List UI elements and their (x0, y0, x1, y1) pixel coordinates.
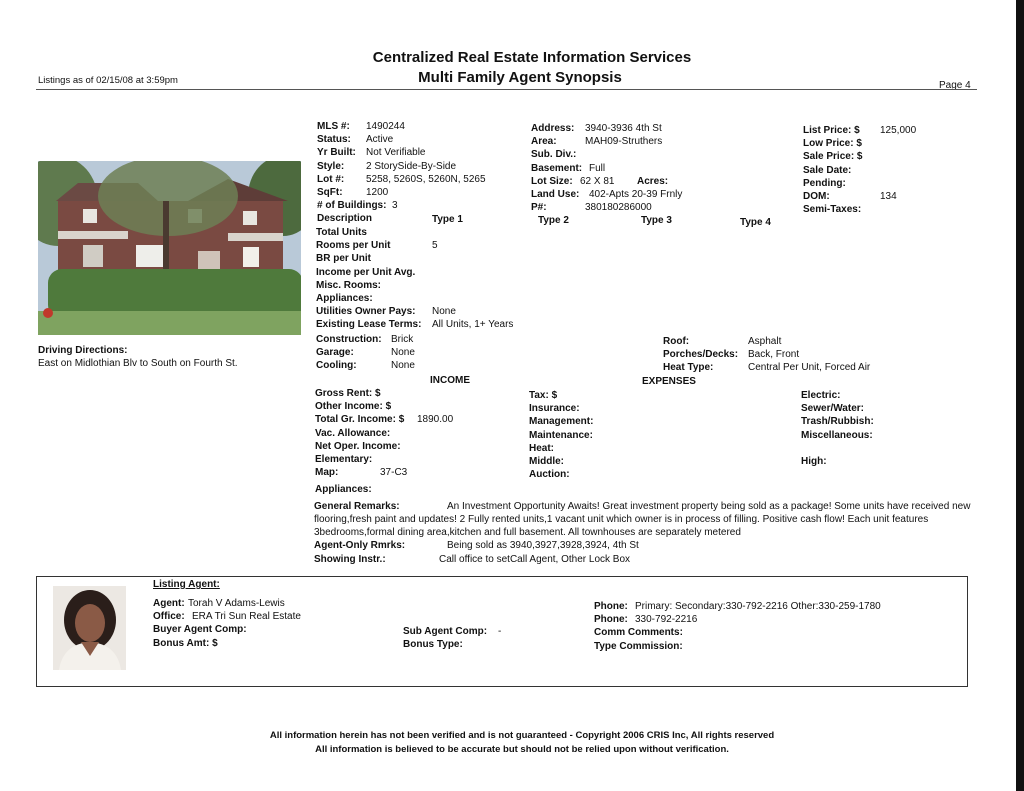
driving-directions-text: East on Midlothian Blv to South on Fourth St. (38, 358, 238, 369)
phone-2-label: Phone: (594, 614, 628, 626)
misc-rooms-label: Misc. Rooms: (316, 279, 382, 291)
disclaimer-line-2: All information is believed to be accurate but should not be relied upon without verification. (315, 744, 729, 755)
address-value: 3940-3936 4th St (585, 123, 662, 134)
heat-label: Heat: (529, 442, 555, 454)
utilities-owner-label: Utilities Owner Pays: (316, 306, 416, 318)
bonus-type-label: Bonus Type: (403, 639, 463, 651)
property-photo (38, 161, 301, 335)
total-gross-income-value: 1890.00 (417, 414, 454, 426)
buildings-value: 3 (392, 200, 398, 212)
agent-photo (53, 586, 126, 670)
income-per-unit-label: Income per Unit Avg. (316, 266, 416, 278)
electric-label: Electric: (801, 390, 841, 401)
sewer-water-label: Sewer/Water: (801, 403, 864, 415)
mls-label: MLS #: (317, 121, 350, 132)
area-label: Area: (531, 136, 557, 148)
office-label: Office: (153, 611, 185, 623)
semi-taxes-label: Semi-Taxes: (803, 204, 862, 216)
list-price-label: List Price: $ (803, 125, 860, 136)
rooms-per-unit-label: Rooms per Unit (316, 240, 391, 252)
description-label: Description (317, 213, 373, 224)
roof-value: Asphalt (748, 336, 782, 347)
construction-value: Brick (391, 334, 414, 345)
auction-label: Auction: (529, 469, 570, 481)
page-number: Page 4 (939, 80, 971, 91)
agent-only-label: Agent-Only Rmrks: (314, 540, 406, 551)
showing-instructions (314, 549, 630, 567)
garage-value: None (391, 347, 415, 359)
sale-price-label: Sale Price: $ (803, 151, 863, 163)
type-3-header: Type 3 (641, 215, 672, 226)
disclaimer-line-1: All information herein has not been verified and is not guaranteed - Copyright 2006 CRIS Inc, All rights reserved (269, 730, 775, 741)
porches-value: Back, Front (748, 349, 800, 361)
parcel-label: P#: (531, 202, 547, 214)
heat-type-label: Heat Type: (663, 362, 714, 374)
tax-label: Tax: $ (529, 390, 558, 401)
insurance-label: Insurance: (529, 403, 580, 415)
construction-label: Construction: (316, 334, 382, 345)
style-value: 2 StorySide-By-Side (366, 160, 457, 172)
other-income-label: Other Income: $ (315, 401, 392, 413)
buyer-agent-comp-label: Buyer Agent Comp: (153, 624, 247, 636)
status-value: Active (366, 134, 394, 146)
expenses-section (529, 389, 599, 481)
middle-school-label: Middle: (529, 455, 564, 467)
agent-label: Agent: (153, 598, 185, 609)
parcel-value: 380180286000 (585, 202, 652, 214)
dom-label: DOM: (803, 190, 830, 202)
garage-label: Garage: (316, 347, 354, 359)
sqft-label: SqFt: (317, 186, 343, 198)
total-gross-income-label: Total Gr. Income: $ (315, 414, 405, 426)
land-use-label: Land Use: (531, 188, 580, 200)
yr-built-label: Yr Built: (317, 147, 356, 159)
phone-1-label: Phone: (594, 601, 628, 612)
lot-number-label: Lot #: (317, 173, 345, 185)
report-subtitle: Multi Family Agent Synopsis (418, 69, 622, 86)
land-use-value: 402-Apts 20-39 Frnly (589, 188, 683, 200)
scan-edge (1016, 0, 1024, 791)
unit-details (316, 226, 513, 332)
lot-number-value: 5258, 5260S, 5260N, 5265 (366, 173, 486, 185)
miscellaneous-label: Miscellaneous: (801, 429, 873, 441)
address-label: Address: (531, 123, 575, 134)
income-heading: INCOME (430, 375, 470, 386)
net-oper-income-label: Net Oper. Income: (315, 440, 401, 452)
comm-comments-label: Comm Comments: (594, 627, 683, 639)
appliances-label: Appliances: (316, 292, 373, 304)
gross-rent-label: Gross Rent: $ (315, 388, 381, 399)
showing-instr-label: Showing Instr.: (314, 554, 386, 565)
porches-label: Porches/Decks: (663, 349, 739, 361)
area-value: MAH09-Struthers (585, 136, 663, 148)
sqft-value: 1200 (366, 186, 389, 198)
maintenance-label: Maintenance: (529, 429, 593, 441)
map-label: Map: (315, 467, 339, 479)
income-section (315, 387, 453, 479)
general-remarks (314, 500, 974, 540)
expenses-heading: EXPENSES (642, 376, 696, 387)
contact-details (594, 600, 881, 653)
listings-as-of: Listings as of 02/15/08 at 3:59pm (38, 75, 178, 86)
yr-built-value: Not Verifiable (366, 147, 426, 159)
listing-basics (317, 120, 486, 212)
listing-agent-heading: Listing Agent: (153, 579, 220, 590)
heat-type-value: Central Per Unit, Forced Air (748, 362, 871, 374)
high-school-label: High: (801, 455, 827, 467)
lot-size-value: 62 X 81 (580, 175, 615, 187)
bonus-amt-label: Bonus Amt: $ (153, 637, 218, 649)
mls-value: 1490244 (366, 121, 405, 132)
br-per-unit-label: BR per Unit (316, 253, 371, 265)
lot-size-label: Lot Size: (531, 175, 573, 187)
cooling-label: Cooling: (316, 360, 357, 372)
agent-details (153, 597, 301, 650)
management-label: Management: (529, 416, 594, 428)
agent-only-text: Being sold as 3940,3927,3928,3924, 4th St (447, 540, 639, 551)
construction-details (316, 333, 415, 373)
type-commission-label: Type Commission: (594, 640, 683, 652)
basement-label: Basement: (531, 162, 583, 174)
showing-instr-text: Call office to setCall Agent, Other Lock Box (439, 554, 631, 565)
acres-label: Acres: (637, 175, 669, 187)
property-location (531, 122, 682, 214)
phone-2-value: 330-792-2216 (635, 614, 698, 626)
general-remarks-text: An Investment Opportunity Awaits! Great investment property being sold as a package! Some units have received new flooring,fresh paint and updates! 2 Fully rented units,1 vacant unit which owner is in process of filling. Positive cash flow! Each unit features 3bedrooms,formal dining area,kitchen and full basement. All townhouses are separately metered (314, 501, 971, 539)
map-value: 37-C3 (380, 467, 408, 479)
report-title: Centralized Real Estate Information Services (372, 49, 692, 66)
status-label: Status: (317, 134, 351, 146)
list-price-value: 125,000 (880, 125, 917, 136)
lease-terms-label: Existing Lease Terms: (316, 319, 422, 331)
subdiv-label: Sub. Div.: (531, 149, 577, 161)
sale-date-label: Sale Date: (803, 164, 852, 176)
agent-name: Torah V Adams-Lewis (188, 598, 285, 609)
trash-label: Trash/Rubbish: (801, 416, 874, 428)
sub-agent-details (403, 625, 501, 651)
appliances-label-2: Appliances: (315, 484, 372, 495)
driving-directions-label: Driving Directions: (38, 345, 128, 356)
total-units-label: Total Units (316, 227, 367, 238)
rooms-per-unit-value: 5 (432, 240, 438, 252)
sub-agent-comp-value: - (498, 626, 502, 637)
buildings-label: # of Buildings: (317, 200, 387, 212)
type-2-header: Type 2 (538, 215, 569, 226)
low-price-label: Low Price: $ (803, 138, 862, 150)
lease-terms-value: All Units, 1+ Years (432, 319, 514, 331)
style-label: Style: (317, 160, 345, 172)
house-illustration (38, 161, 301, 335)
basement-value: Full (589, 162, 606, 174)
cooling-value: None (391, 360, 415, 372)
general-remarks-label: General Remarks: (314, 501, 400, 512)
header-rule (36, 89, 977, 90)
vacancy-allowance-label: Vac. Allowance: (315, 427, 391, 439)
office-name: ERA Tri Sun Real Estate (192, 611, 301, 623)
phone-1-value: Primary: Secondary:330-792-2216 Other:330-259-1780 (635, 601, 881, 612)
agent-portrait-icon (53, 586, 126, 670)
structure-details (663, 335, 870, 375)
roof-label: Roof: (663, 336, 690, 347)
type-1-header: Type 1 (432, 214, 463, 225)
pricing (803, 124, 916, 216)
pending-label: Pending: (803, 177, 846, 189)
utilities-section (801, 389, 874, 468)
utilities-owner-value: None (432, 306, 456, 318)
sub-agent-comp-label: Sub Agent Comp: (403, 626, 488, 637)
type-4-header: Type 4 (740, 217, 771, 228)
dom-value: 134 (880, 190, 897, 202)
elementary-label: Elementary: (315, 453, 373, 465)
